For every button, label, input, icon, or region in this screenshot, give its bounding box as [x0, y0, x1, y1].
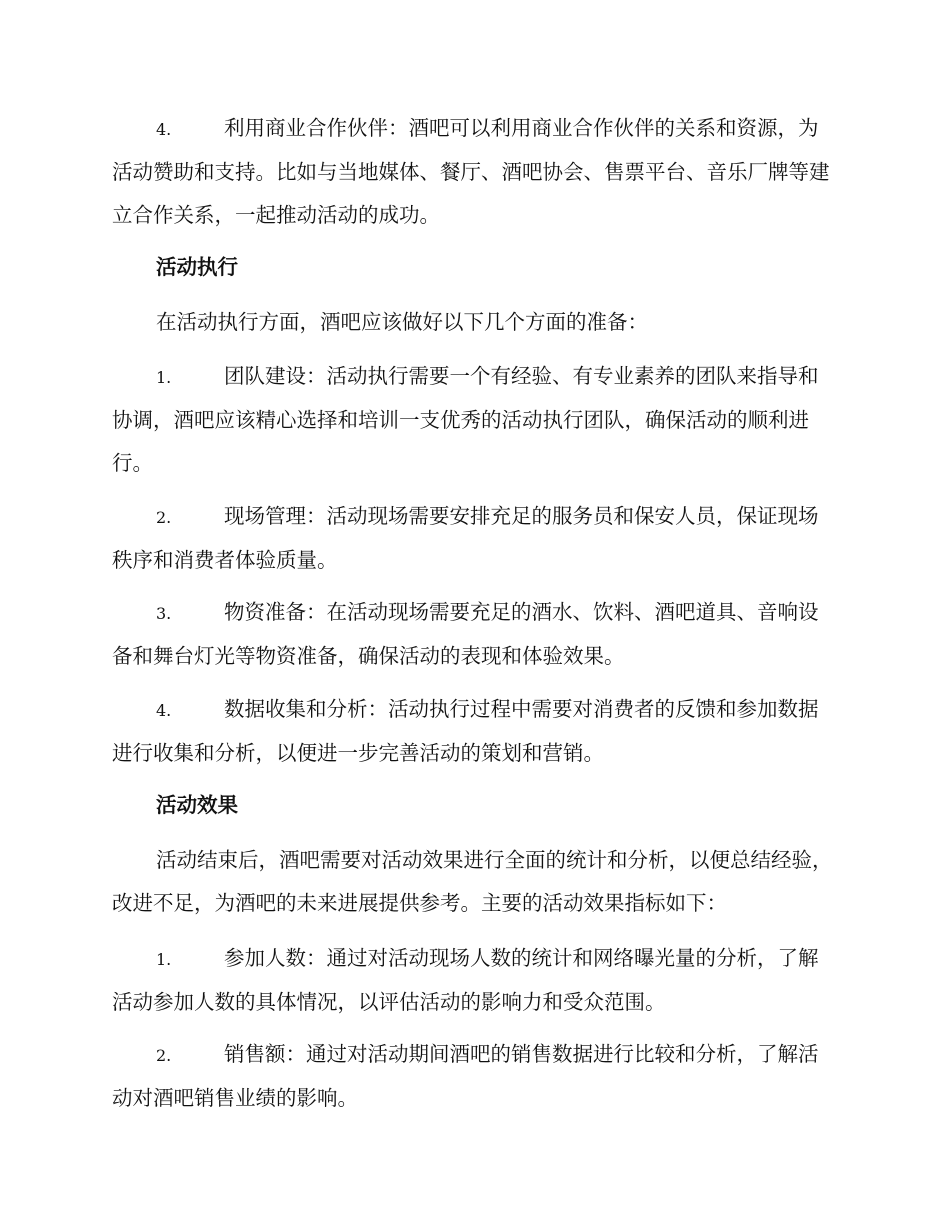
section-intro: 在活动执行方面，酒吧应该做好以下几个方面的准备： — [156, 310, 648, 334]
list-item-text: 数据收集和分析：活动执行过程中需要对消费者的反馈和参加数据进行收集和分析，以便进一步完善活动的策划和营销。 — [112, 697, 819, 765]
list-item-text: 团队建设：活动执行需要一个有经验、有专业素养的团队来指导和协调，酒吧应该精心选择和培训一支优秀的活动执行团队，确保活动的顺利进行。 — [112, 364, 819, 475]
section-heading: 活动执行 — [156, 255, 238, 279]
section-intro: 活动结束后，酒吧需要对活动效果进行全面的统计和分析，以便总结经验，改进不足，为酒吧的未来进展提供参考。主要的活动效果指标如下： — [112, 848, 833, 915]
list-item-text: 销售额：通过对活动期间酒吧的销售数据进行比较和分析，了解活动对酒吧销售业绩的影响。 — [112, 1042, 819, 1110]
list-item — [112, 937, 834, 1024]
list-number: 2. — [156, 508, 172, 527]
list-item-text: 现场管理：活动现场需要安排充足的服务员和保安人员，保证现场秩序和消费者体验质量。 — [112, 504, 819, 572]
list-item — [112, 355, 834, 485]
list-item-text: 物资准备：在活动现场需要充足的酒水、饮料、酒吧道具、音响设备和舞台灯光等物资准备，确保活动的表现和体验效果。 — [112, 600, 819, 668]
list-item — [112, 107, 834, 237]
list-number: 3. — [156, 604, 172, 623]
list-number: 1. — [156, 368, 172, 387]
list-number: 4. — [156, 120, 172, 139]
list-number: 1. — [156, 950, 172, 969]
section-heading: 活动效果 — [156, 793, 238, 817]
list-item-text: 参加人数：通过对活动现场人数的统计和网络曝光量的分析，了解活动参加人数的具体情况，以评估活动的影响力和受众范围。 — [112, 946, 819, 1014]
list-item — [112, 591, 834, 678]
list-item — [112, 495, 834, 582]
list-item-text: 利用商业合作伙伴：酒吧可以利用商业合作伙伴的关系和资源，为活动赞助和支持。比如与当地媒体、餐厅、酒吧协会、售票平台、音乐厂牌等建立合作关系，一起推动活动的成功。 — [112, 116, 830, 227]
list-item — [112, 1033, 834, 1120]
list-number: 4. — [156, 701, 172, 720]
list-item — [112, 688, 834, 775]
list-number: 2. — [156, 1046, 172, 1065]
